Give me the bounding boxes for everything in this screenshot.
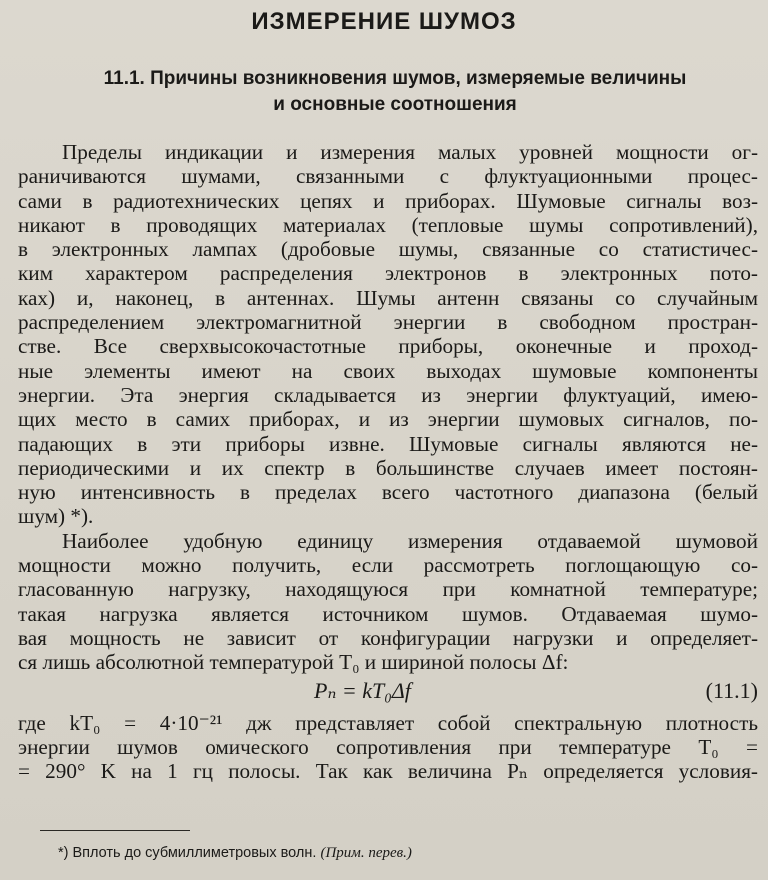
section-title — [30, 66, 760, 118]
text-line: Наиболее удобную единицу измерения отдаваемой шумовой — [62, 528, 758, 553]
text-line: периодическими и их спектр в большинстве случаев имеет постоян- — [18, 455, 758, 480]
text-line: падающих в эти приборы извне. Шумовые сигналы являются не- — [18, 431, 758, 456]
text-line: ким характером распределения электронов в электронных пото- — [18, 261, 758, 286]
text-line: стве. Все сверхвысокочастотные приборы, оконечные и проход- — [18, 334, 758, 359]
footnote-divider — [40, 830, 190, 831]
text-line: энергии шумов омического сопротивления при температуре T₀ = — [18, 734, 758, 759]
text-line: распределением электромагнитной энергии в свободном простран- — [18, 310, 758, 335]
footnote-translator-note: (Прим. перев.) — [320, 845, 412, 861]
text-line: вая мощность не зависит от конфигурации нагрузки и определяет- — [18, 625, 758, 650]
text-line: гласованную нагрузку, находящуюся при комнатной температуре; — [18, 577, 758, 602]
text-line: ках) и, наконец, в антеннах. Шумы антенн связаны со случайным — [18, 285, 758, 310]
text-line: в электронных лампах (дробовые шумы, связанные со статистичес- — [18, 237, 758, 262]
text-line: шум) *). — [18, 504, 94, 529]
text-line: ные элементы имеют на своих выходах шумовые компоненты — [18, 358, 758, 383]
section-title-line-2: и основные соотношения — [273, 94, 517, 115]
text-line: где kT₀ = 4·10⁻²¹ дж представляет собой спектральную плотность — [18, 710, 758, 735]
equation — [18, 675, 758, 711]
text-line: Пределы индикации и измерения малых уровней мощности ог- — [62, 140, 758, 164]
text-line: ся лишь абсолютной температурой T₀ и шириной полосы Δf: — [18, 650, 569, 675]
text-line: никают в проводящих материалах (тепловые шумы сопротивлений), — [18, 212, 758, 237]
text-line: мощности можно получить, если рассмотреть поглощающую со- — [18, 553, 758, 578]
footnote-text: *) Вплоть до субмиллиметровых волн. — [58, 845, 317, 861]
text-line: = 290° K на 1 гц полосы. Так как величина Pₙ определяется условия- — [18, 759, 758, 784]
equation-number: (11.1) — [705, 677, 758, 703]
text-line: энергии. Эта энергия складывается из энергии флуктуаций, имею- — [18, 382, 758, 407]
footnote — [58, 845, 412, 862]
chapter-title: ИЗМЕРЕНИЕ ШУМОЗ — [251, 8, 517, 35]
text-line: ную интенсивность в пределах всего частотного диапазона (белый — [18, 480, 758, 505]
text-line: щих место в самих приборах, и из энергии шумовых сигналов, по- — [18, 407, 758, 432]
text-line: сами в радиотехнических цепях и приборах. Шумовые сигналы воз- — [18, 188, 758, 213]
text-line: такая нагрузка является источником шумов. Отдаваемая шумо- — [18, 601, 758, 626]
equation-expression: Pₙ = kT₀Δf — [314, 677, 411, 703]
text-line: раничиваются шумами, связанными с флуктуационными процес- — [18, 164, 758, 189]
section-title-line-1: 11.1. Причины возникновения шумов, измеряемые величины — [103, 68, 687, 89]
body-text — [18, 140, 758, 783]
